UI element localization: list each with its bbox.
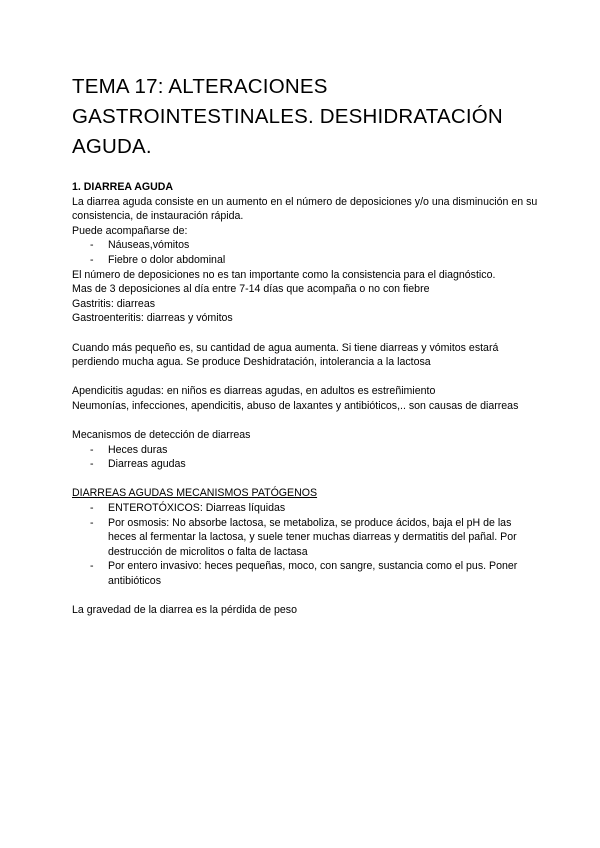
text-line: Gastritis: diarreas [72, 297, 156, 310]
definition-paragraph: La diarrea aguda consiste en un aumento en el número de deposiciones y/o una disminución en su consistencia, de instauración rápida. [72, 195, 538, 223]
list-item: - Diarreas agudas [72, 457, 542, 472]
text-line: Gastroenteritis: diarreas y vómitos [72, 312, 233, 325]
list-item: - Heces duras [72, 443, 542, 458]
list-item: - Fiebre o dolor abdominal [72, 253, 542, 268]
spacer [72, 472, 542, 487]
severity-line: La gravedad de la diarrea es la pérdida de peso [72, 604, 297, 617]
document-body [72, 180, 542, 618]
section-heading: 1. DIARREA AGUDA [72, 181, 174, 193]
list-item: - ENTEROTÓXICOS: Diarreas líquidas [72, 501, 542, 516]
spacer [72, 589, 542, 604]
mechanisms-list [72, 501, 542, 589]
list-item: - Náuseas,vómitos [72, 238, 542, 253]
text-line: Mas de 3 deposiciones al día entre 7-14 días que acompaña o no con fiebre [72, 283, 430, 296]
detection-intro: Mecanismos de detección de diarreas [72, 429, 251, 442]
spacer [72, 414, 542, 429]
page-title: TEMA 17: ALTERACIONES GASTROINTESTINALES. DESHIDRATACIÓN AGUDA. [72, 75, 503, 158]
child-paragraph: Cuando más pequeño es, su cantidad de agua aumenta. Si tiene diarreas y vómitos estará perdiendo mucha agua. Se produce Deshidratación, intolerancia a la lactosa [72, 341, 499, 369]
accompany-intro: Puede acompañarse de: [72, 224, 188, 237]
list-item: - Por entero invasivo: heces pequeñas, moco, con sangre, sustancia como el pus. Poner antibióticos [72, 559, 542, 588]
spacer [72, 370, 542, 385]
text-line: El número de deposiciones no es tan importante como la consistencia para el diagnóstico. [72, 268, 496, 281]
causes-line: Neumonías, infecciones, apendicitis, abuso de laxantes y antibióticos,.. son causas de diarreas [72, 399, 519, 412]
detection-list [72, 443, 542, 472]
list-item: - Por osmosis: No absorbe lactosa, se metaboliza, se produce ácidos, baja el pH de las heces al fermentar la lactosa, y suele tener muchas diarreas y dermatitis del pañal. Por destrucción de microlitos o falta de lactasa [72, 516, 542, 560]
spacer [72, 326, 542, 341]
appendicitis-line: Apendicitis agudas: en niños es diarreas agudas, en adultos es estreñimiento [72, 385, 436, 398]
accompany-list [72, 238, 542, 267]
mechanisms-heading: DIARREAS AGUDAS MECANISMOS PATÓGENOS [72, 487, 318, 500]
